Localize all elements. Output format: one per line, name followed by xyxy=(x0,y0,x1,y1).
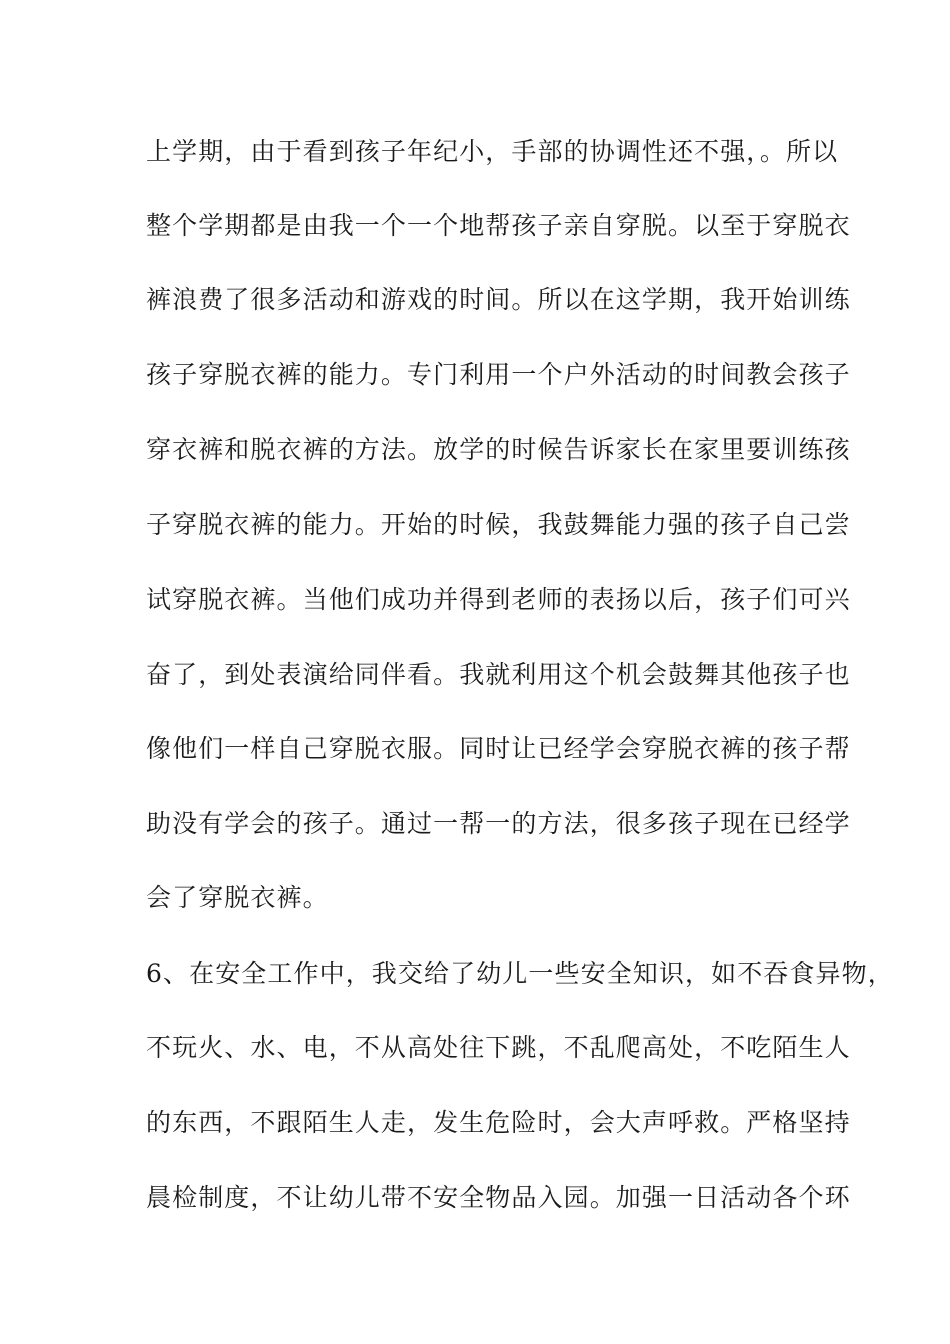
text-line: 奋了，到处表演给同伴看。我就利用这个机会鼓舞其他孩子也 xyxy=(146,660,851,689)
text-line: 整个学期都是由我一个一个地帮孩子亲自穿脱。以至于穿脱衣 xyxy=(146,211,851,240)
text-line: 晨检制度，不让幼儿带不安全物品入园。加强一日活动各个环 xyxy=(146,1183,851,1212)
text-line: 不玩火、水、电，不从高处往下跳，不乱爬高处，不吃陌生人 xyxy=(146,1033,851,1062)
text-line: 上学期，由于看到孩子年纪小，手部的协调性还不强，。所以 xyxy=(146,137,839,166)
text-line: 裤浪费了很多活动和游戏的时间。所以在这学期，我开始训练 xyxy=(146,285,851,314)
text-line: 穿衣裤和脱衣裤的方法。放学的时候告诉家长在家里要训练孩 xyxy=(146,435,851,464)
text-line: 会了穿脱衣裤。 xyxy=(146,883,329,912)
text-line: 子穿脱衣裤的能力。开始的时候，我鼓舞能力强的孩子自己尝 xyxy=(146,510,851,539)
text-line: 像他们一样自己穿脱衣服。同时让已经学会穿脱衣裤的孩子帮 xyxy=(146,734,851,763)
text-line: 孩子穿脱衣裤的能力。专门利用一个户外活动的时间教会孩子 xyxy=(146,360,851,389)
text-line: 6、在安全工作中，我交给了幼儿一些安全知识，如不吞食异物， xyxy=(146,959,894,988)
text-line: 试穿脱衣裤。当他们成功并得到老师的表扬以后，孩子们可兴 xyxy=(146,585,851,614)
text-line: 助没有学会的孩子。通过一帮一的方法，很多孩子现在已经学 xyxy=(146,809,851,838)
text-line: 的东西，不跟陌生人走，发生危险时，会大声呼救。严格坚持 xyxy=(146,1108,851,1137)
